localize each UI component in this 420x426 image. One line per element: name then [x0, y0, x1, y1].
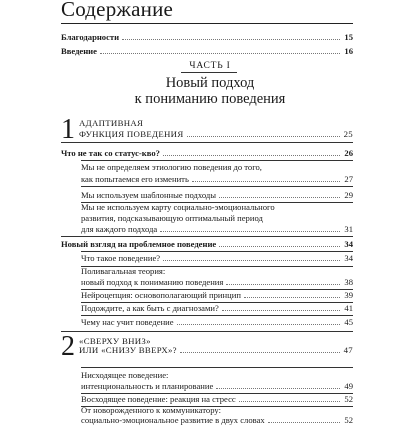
- toc-entry-line: Мы не определяем этиологию поведения до того,: [81, 162, 262, 172]
- dot-leader: [180, 352, 340, 353]
- toc-entry-label: для каждого подхода: [81, 224, 158, 234]
- toc-page-number: 16: [344, 46, 353, 56]
- dot-leader: [219, 246, 340, 247]
- toc-entry-label: социально-эмоциональное развитие в двух словах: [81, 415, 265, 425]
- toc-entry-newborn[interactable]: [81, 412, 353, 426]
- chapter-title-line2: ИЛИ «СНИЗУ ВВЕРХ»?: [79, 345, 177, 355]
- toc-entry-label: Подождите, а как быть с диагнозами?: [81, 303, 219, 313]
- dot-leader: [219, 197, 340, 198]
- title-rule: [61, 23, 353, 24]
- toc-entry-label: Что такое поведение?: [81, 253, 161, 263]
- toc-entry-label: как попытаемся его изменить: [81, 174, 189, 184]
- toc-entry-label: Чему нас учит поведение: [81, 317, 174, 327]
- toc-entry-line: От новорожденного к коммуникатору:: [81, 405, 221, 415]
- toc-entry-acknowledgements[interactable]: [61, 29, 353, 43]
- dot-leader: [222, 310, 341, 311]
- dot-leader: [187, 136, 340, 137]
- chapter-title-line1: «СВЕРХУ ВНИЗ»: [79, 336, 151, 346]
- toc-entry-line: Поливагальная теория:: [81, 266, 166, 276]
- toc-entry-line: Мы не используем карту социально-эмоционального: [81, 202, 275, 212]
- toc-page-number: 38: [344, 277, 353, 287]
- toc-entry-label: Благодарности: [61, 32, 120, 42]
- toc-page-number: 34: [344, 253, 353, 263]
- toc-entry-what-is[interactable]: [81, 250, 353, 264]
- toc-page-number: 47: [343, 345, 353, 355]
- toc-entry-why-not[interactable]: [81, 314, 353, 328]
- toc-page-number: 49: [344, 381, 353, 391]
- toc-page-number: 34: [344, 239, 353, 249]
- toc-page-number: 52: [344, 394, 353, 404]
- chapter-divider: [61, 331, 353, 332]
- toc-entry-chapter2[interactable]: [79, 342, 353, 356]
- dot-leader: [268, 422, 341, 423]
- dot-leader: [163, 155, 340, 156]
- dot-leader: [160, 231, 340, 232]
- toc-entry-label: новый подход к пониманию поведения: [81, 277, 224, 287]
- dot-leader: [122, 39, 340, 40]
- toc-entry-label: Мы используем шаблонные подходы: [81, 190, 217, 200]
- toc-entry-new-view[interactable]: [61, 236, 353, 250]
- toc-entry-label: Новый взгляд на проблемное поведение: [61, 239, 217, 249]
- dot-leader: [100, 53, 340, 54]
- toc-entry-map[interactable]: [81, 221, 353, 235]
- toc-entry-descending[interactable]: [81, 378, 353, 392]
- toc-page-number: 25: [343, 129, 353, 139]
- dot-leader: [239, 401, 341, 402]
- toc-entry-label: Восходящее поведение: реакция на стресс: [81, 394, 236, 404]
- toc-entry-templates[interactable]: [81, 187, 353, 201]
- toc-entry-label: Введение: [61, 46, 97, 56]
- toc-entry-ascending[interactable]: [81, 391, 353, 405]
- chapter-title-line1: АДАПТИВНАЯ: [79, 118, 144, 128]
- dot-leader: [177, 324, 341, 325]
- toc-entry-neuroception[interactable]: [81, 287, 353, 301]
- toc-entry-label: интенциональность и планирование: [81, 381, 214, 391]
- subsection-divider: [81, 367, 353, 368]
- toc-page-number: 52: [344, 415, 353, 425]
- page-title: Содержание: [61, 0, 174, 21]
- toc-page-number: 41: [344, 303, 353, 313]
- toc-entry-label: Нейроцепция: основополагающий принцип: [81, 290, 241, 300]
- dot-leader: [226, 284, 340, 285]
- toc-entry-chapter1[interactable]: [79, 126, 353, 140]
- toc-page-number: 29: [344, 190, 353, 200]
- toc-entry-introduction[interactable]: [61, 43, 353, 57]
- toc-page-number: 27: [344, 174, 353, 184]
- toc-entry-diagnoses[interactable]: [81, 300, 353, 314]
- chapter-title-line2: ФУНКЦИЯ ПОВЕДЕНИЯ: [79, 129, 184, 139]
- toc-entry-polyvagal[interactable]: [81, 274, 353, 288]
- toc-page-number: 15: [344, 32, 353, 42]
- part-title-line2: к пониманию поведения: [134, 91, 286, 107]
- dot-leader: [192, 181, 341, 182]
- chapter-number: 2: [61, 331, 75, 362]
- toc-page-number: 39: [344, 290, 353, 300]
- section-divider: [61, 142, 353, 143]
- dot-leader: [163, 260, 340, 261]
- toc-page-number: 26: [344, 148, 353, 158]
- dot-leader: [244, 297, 340, 298]
- part-underline: [181, 72, 237, 73]
- toc-entry-label: Что не так со статус-кво?: [61, 148, 160, 158]
- toc-entry-line: развития, подсказывающую оптимальный период: [81, 213, 263, 223]
- part-label: ЧАСТЬ I: [189, 61, 231, 71]
- toc-entry-status-quo[interactable]: [61, 145, 353, 159]
- dot-leader: [216, 388, 340, 389]
- toc-entry-ethology[interactable]: [81, 171, 353, 185]
- part-title-line1: Новый подход: [165, 75, 255, 91]
- toc-page-number: 45: [344, 317, 353, 327]
- toc-entry-line: Нисходящее поведение:: [81, 370, 169, 380]
- toc-page-number: 31: [344, 224, 353, 234]
- chapter-number: 1: [61, 114, 75, 145]
